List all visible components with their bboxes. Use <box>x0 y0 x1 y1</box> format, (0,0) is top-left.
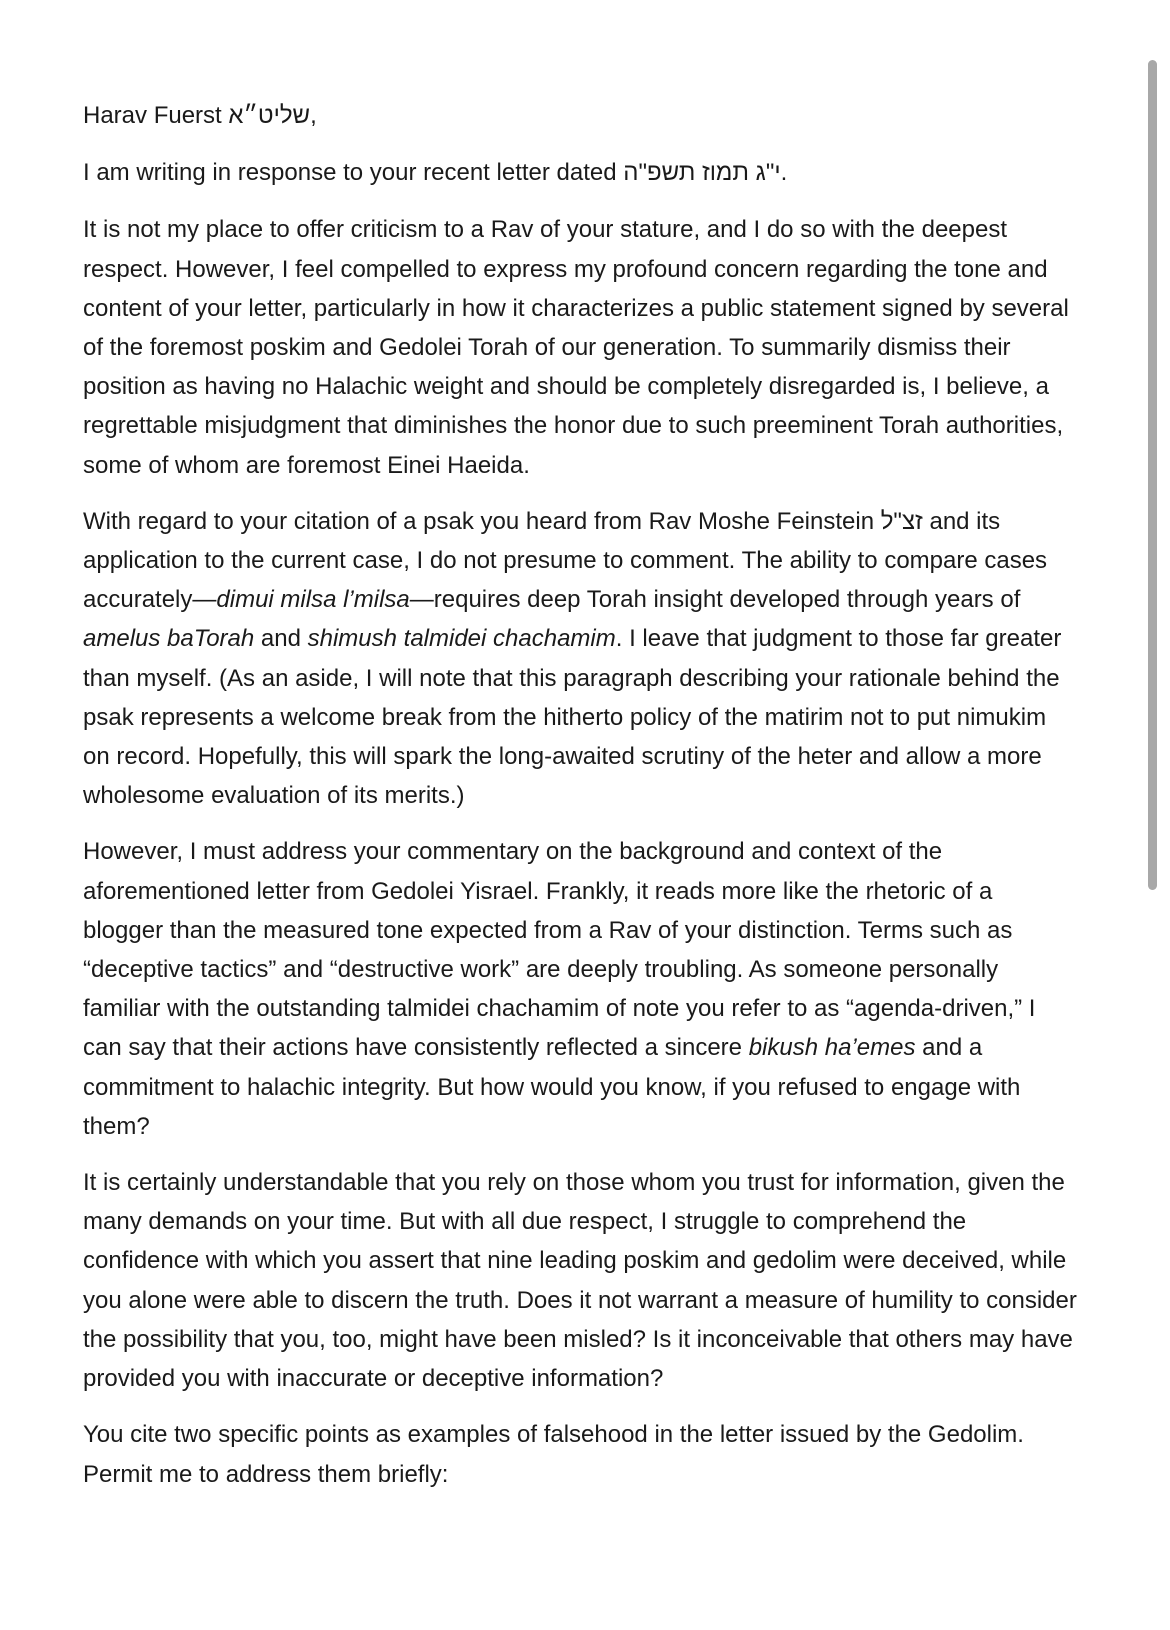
hebrew-date: י"ג תמוז תשפ"ה <box>623 159 781 187</box>
paragraph-2-text-c: —requires deep Torah insight developed through years of <box>409 586 1021 614</box>
salutation-name: Harav Fuerst <box>83 102 222 129</box>
paragraph-5-text: You cite two specific points as examples of falsehood in the letter issued by the Gedolim. Permit me to address them briefly: <box>83 1421 1024 1488</box>
paragraph-4 <box>83 1163 1078 1398</box>
vertical-scrollbar[interactable] <box>1146 56 1158 896</box>
paragraph-2-text-b: and its application to the current case, I do not presume to comment. The ability to compare cases accurately— <box>83 507 1048 614</box>
intro-text: I am writing in response to your recent letter dated <box>83 159 624 187</box>
paragraph-2-text-d: and <box>254 625 308 653</box>
italic-term: shimush talmidei chachamim <box>307 625 616 653</box>
paragraph-3 <box>83 832 1078 1146</box>
paragraph-1 <box>83 210 1078 484</box>
paragraph-3-text-b: and a commitment to halachic integrity. But how would you know, if you refused to engage with them? <box>83 1034 1021 1140</box>
italic-term: bikush ha’emes <box>748 1034 916 1062</box>
italic-term: amelus baTorah <box>83 625 255 653</box>
paragraph-4-text: It is certainly understandable that you rely on those whom you trust for information, given the many demands on your time. But with all due respect, I struggle to comprehend the confidence with which you assert that nine leading poskim and gedolim were deceived, while you alone were able to discern the truth. Does it not warrant a measure of humility to consider the possibility that you, too, might have been misled? Is it inconceivable that others may have provided you with inaccurate or deceptive information? <box>83 1169 1077 1393</box>
intro-paragraph <box>83 153 1078 192</box>
salutation-punct: , <box>310 102 317 129</box>
paragraph-1-text: It is not my place to offer criticism to a Rav of your stature, and I do so with the deepest respect. However, I feel compelled to express my profound concern regarding the tone and content of your letter, particularly in how it characterizes a public statement signed by several of the foremost poskim and Gedolei Torah of our generation. To summarily dismiss their position as having no Halachic weight and should be completely disregarded is, I believe, a regrettable misjudgment that diminishes the honor due to such preeminent Torah authorities, some of whom are foremost Einei Haeida. <box>83 216 1069 479</box>
paragraph-3-text-a: However, I must address your commentary on the background and context of the aforementioned letter from Gedolei Yisrael. Frankly, it reads more like the rhetoric of a blogger than the measured tone expected from a Rav of your distinction. Terms such as “deceptive tactics” and “destructive work” are deeply troubling. As someone personally familiar with the outstanding talmidei chachamim of note you refer to as “agenda-driven,” I can say that their actions have consistently reflected a sincere <box>83 838 1036 1062</box>
paragraph-2-text-a: With regard to your citation of a psak you heard from Rav Moshe Feinstein <box>83 507 881 535</box>
letter-body <box>83 96 1078 1511</box>
salutation-honorific: שליט״א <box>228 102 311 129</box>
paragraph-2 <box>83 502 1078 816</box>
paragraph-5 <box>83 1415 1078 1493</box>
hebrew-honorific: זצ"ל <box>880 507 923 535</box>
salutation <box>83 96 1078 135</box>
intro-punct: . <box>780 159 788 187</box>
scrollbar-thumb[interactable] <box>1148 60 1157 890</box>
italic-term: dimui milsa l’milsa <box>216 586 410 614</box>
paragraph-2-text-e: . I leave that judgment to those far greater than myself. (As an aside, I will note that this paragraph describing your rationale behind the psak represents a welcome break from the hitherto policy of the matirim not to put nimukim on record. Hopefully, this will spark the long-awaited scrutiny of the heter and allow a more wholesome evaluation of its merits.) <box>83 625 1062 810</box>
